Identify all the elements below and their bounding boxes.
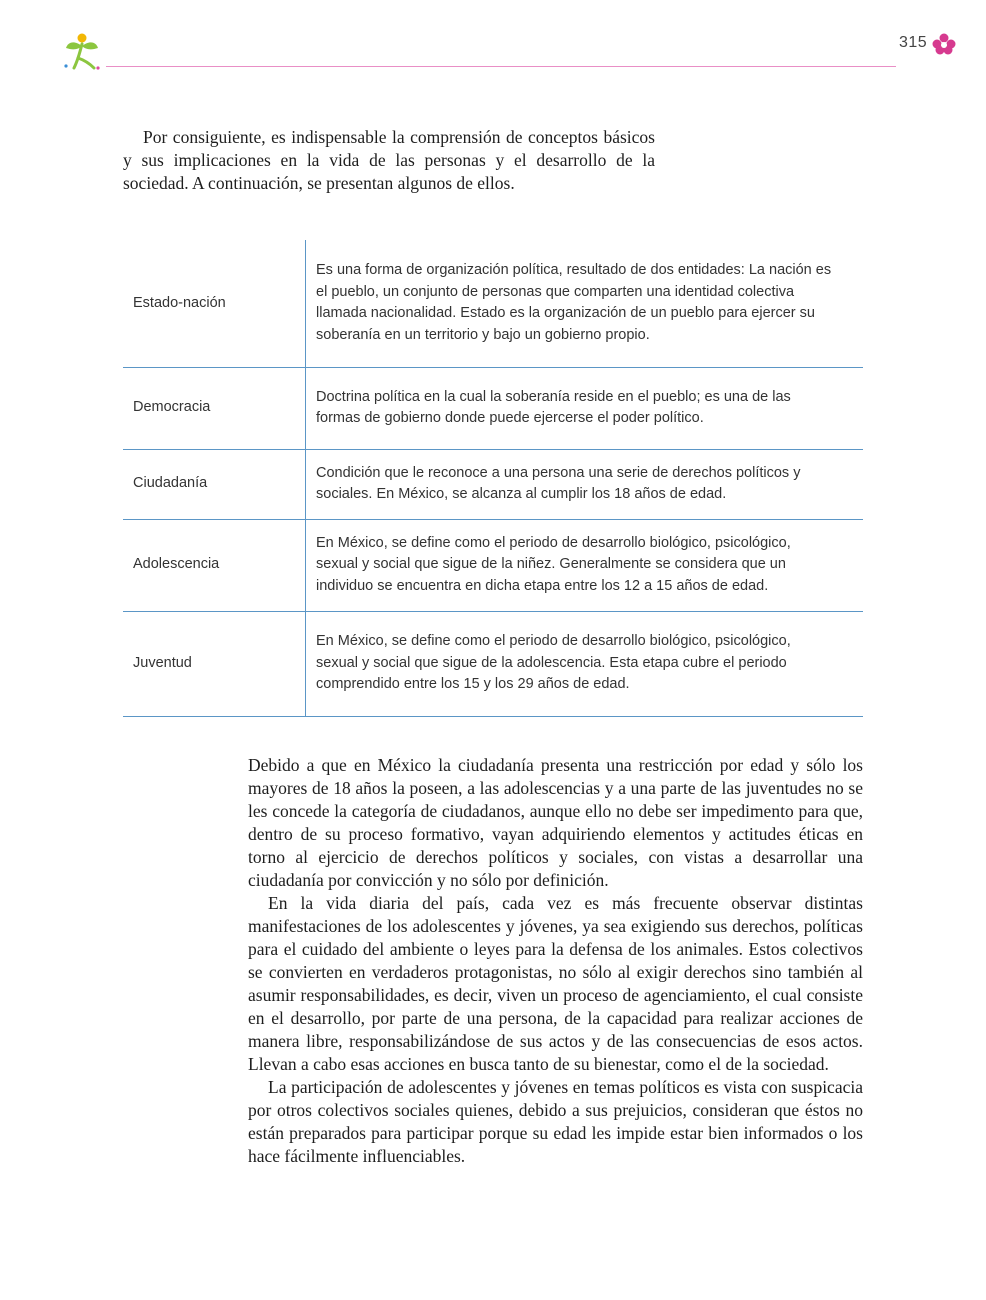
page-number: 315 — [899, 34, 928, 51]
table-row — [123, 367, 863, 449]
body-paragraph: En la vida diaria del país, cada vez es más frecuente observar distintas manifestaciones de los adolescentes y jóvenes, ya sea exigiendo sus derechos, políticas para el cuidado del ambiente o leyes para la defensa de los animales. Estos colectivos se convierten en verdaderos protagonistas, no sólo al exigir derechos sino también al asumir responsabilidades, es decir, viven un proceso de agenciamiento, el cual consiste en el desarrollo, por parte de una persona, de la capacidad para realizar acciones de manera libre, responsabilizándose de sus actos y de las consecuencias de esos actos. Llevan a cabo esas acciones en busca tanto de su bienestar, como el de la sociedad. — [248, 893, 863, 1074]
concept-term: Adolescencia — [123, 519, 306, 611]
concept-term: Estado-nación — [123, 240, 306, 367]
concept-term: Ciudadanía — [123, 449, 306, 519]
concept-definition: En México, se define como el periodo de desarrollo biológico, psicológico, sexual y social que sigue de la adolescencia. Esta etapa cubre el periodo comprendido entre los 15 y los 29 años de edad. — [316, 633, 791, 693]
flower-icon — [930, 32, 958, 56]
table-row — [123, 449, 863, 519]
concept-definition: Condición que le reconoce a una persona una serie de derechos políticos y sociales. En México, se alcanza al cumplir los 18 años de edad. — [316, 464, 801, 502]
concept-term: Juventud — [123, 611, 306, 716]
body-paragraph: Debido a que en México la ciudadanía presenta una restricción por edad y sólo los mayores de 18 años la poseen, a las adolescencias y a una parte de las juventudes no se les concede la categoría de ciudadanos, aunque ello no debe ser impedimento para que, dentro de su proceso formativo, vayan adquiriendo elementos y actitudes éticas en torno al ejercicio de derechos políticos y sociales, con vistas a desarrollar una ciudadanía por convicción y no sólo por definición. — [248, 755, 863, 890]
concept-definition: Es una forma de organización política, resultado de dos entidades: La nación es el pueblo, un conjunto de personas que comparten una identidad colectiva llamada nacionalidad. Estado es la organización de un pueblo para ejercer su soberanía en un territorio y bajo un gobierno propio. — [316, 262, 832, 343]
table-row — [123, 240, 863, 367]
body-text — [248, 754, 863, 1168]
table-row — [123, 611, 863, 716]
concept-definition: En México, se define como el periodo de desarrollo biológico, psicológico, sexual y social que sigue de la niñez. Generalmente se considera que un individuo se encuentra en dicha etapa entre los 12 a 15 años de edad. — [316, 534, 791, 594]
table-row — [123, 519, 863, 611]
concepts-table — [123, 240, 863, 717]
header-rule — [106, 66, 896, 67]
concept-term: Democracia — [123, 367, 306, 449]
sprout-figure-icon — [60, 30, 104, 74]
intro-paragraph: Por consiguiente, es indispensable la comprensión de conceptos básicos y sus implicaciones en la vida de las personas y el desarrollo de la sociedad. A continuación, se presentan algunos de ellos. — [123, 127, 655, 193]
body-paragraph: La participación de adolescentes y jóvenes en temas políticos es vista con suspicacia por otros colectivos sociales quienes, debido a sus prejuicios, consideran que éstos no están preparados para participar porque su edad les impide estar bien informados o los hace fácilmente influenciables. — [248, 1077, 863, 1166]
concept-definition: Doctrina política en la cual la soberanía reside en el pueblo; es una de las formas de gobierno donde puede ejercerse el poder político. — [316, 388, 791, 426]
